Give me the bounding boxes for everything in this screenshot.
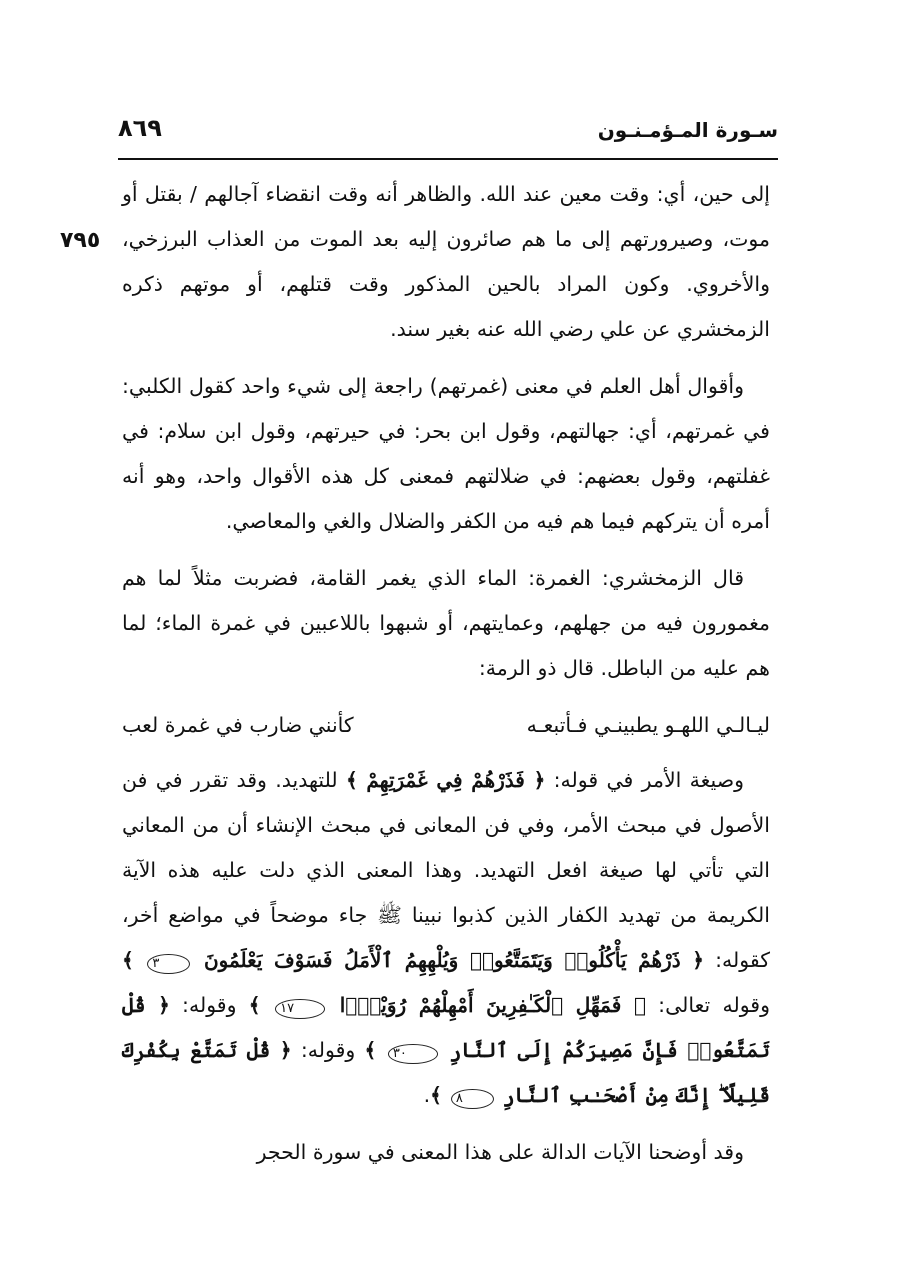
- paragraph-3: قال الزمخشري: الغمرة: الماء الذي يغمر القامة، فضربت مثلاً لما هم مغمورون فيه من جهلهم، وعمايتهم، أو شبهوا باللاعبين في غمرة الماء؛ لما هم عليه من الباطل. قال ذو الرمة:: [122, 566, 770, 680]
- text-span: وقوله تعالى:: [645, 993, 771, 1017]
- quran-quote: ﴿ قُلْ تَمَتَّعُوا۟ فَإِنَّ مَصِيرَكُمْ إِلَى ٱلنَّارِ: [122, 993, 770, 1062]
- text-span: وقوله:: [169, 993, 249, 1017]
- quran-quote-end: ﴾: [364, 1038, 386, 1062]
- text-span: وقوله:: [291, 1038, 365, 1062]
- quran-quote-end: ﴾: [248, 993, 274, 1017]
- verse-hemistich-first: ليـالـي اللهـو يطبينـي فـأتبعـه: [526, 713, 770, 737]
- margin-page-reference: ٧٩٥: [60, 228, 101, 253]
- paragraph-2: وأقوال أهل العلم في معنى (غمرتهم) راجعة إلى شيء واحد كقول الكلبي: في غمرتهم، أي: جهالتهم، وقول ابن بحر: في حيرتهم، وقول ابن سلام: في غفلتهم، وقول بعضهم: في ضلالتهم فمعنى كل هذه الأقوال واحد، وهو أنه أمره أن يتركهم فيما هم فيه من الكفر والضلال والغي والمعاصي.: [122, 374, 770, 533]
- quran-quote: ﴿ فَذَرْهُمْ فِي غَمْرَتِهِمْ ﴾: [345, 768, 546, 792]
- ayah-number-marker: ٣: [147, 954, 190, 974]
- text-span: للتهديد. وقد تقرر في فن الأصول في مبحث الأمر، وفي فن المعانى في مبحث الإنشاء أن من المعاني التي تأتي لها صيغة افعل التهديد. وهذا المعنى الذي دلت عليه هذه الآية الكريمة من تهديد الكفار الذين كذبوا نبينا ﷺ جاء موضحاً في مواضع أخر، كقوله:: [122, 768, 770, 972]
- paragraph-5: وقد أوضحنا الآيات الدالة على هذا المعنى في سورة الحجر: [256, 1140, 744, 1164]
- paragraph-4: [122, 758, 770, 1118]
- ayah-number-marker: ١٧: [275, 999, 325, 1019]
- ayah-number-marker: ٣٠: [388, 1044, 438, 1064]
- surah-title: سـورة المـؤمـنـون: [597, 118, 778, 142]
- text-span: .: [423, 1083, 431, 1107]
- ayah-number-marker: ٨: [451, 1089, 494, 1109]
- main-text: [122, 172, 770, 1175]
- header-divider: [118, 158, 778, 160]
- verse-hemistich-second: كأنني ضارب في غمرة لعب: [122, 713, 354, 737]
- quran-quote: ﴿ ذَرْهُمْ يَأْكُلُوا۟ وَيَتَمَتَّعُوا۟ وَيُلْهِهِمُ ٱلْأَمَلُ فَسَوْفَ يَعْلَمُونَ: [192, 948, 704, 972]
- quran-quote-end: ﴾: [430, 1083, 449, 1107]
- page-number: ٨٦٩: [118, 114, 162, 142]
- quran-quote: ﴿ فَمَهِّلِ ٱلْكَـٰفِرِينَ أَمْهِلْهُمْ رُوَيْدًۢا: [327, 993, 646, 1017]
- poetry-verse: [122, 703, 770, 748]
- quran-quote: ﴿ قُلْ تَمَتَّعْ بِكُفْرِكَ قَلِيلًا ۖ إِنَّكَ مِنْ أَصْحَـٰبِ ٱلنَّارِ: [122, 1038, 770, 1107]
- paragraph-1: إلى حين، أي: وقت معين عند الله. والظاهر أنه وقت انقضاء آجالهم / بقتل أو موت، وصيرورتهم إلى ما هم صائرون إليه بعد الموت من العذاب البرزخي، والأخروي. وكون المراد بالحين المذكور وقت قتلهم، أو موتهم ذكره الزمخشري عن علي رضي الله عنه بغير سند.: [122, 182, 770, 341]
- page-header: [118, 108, 778, 158]
- text-span: وصيغة الأمر في قوله:: [545, 768, 745, 792]
- quran-quote-end: ﴾: [122, 948, 146, 972]
